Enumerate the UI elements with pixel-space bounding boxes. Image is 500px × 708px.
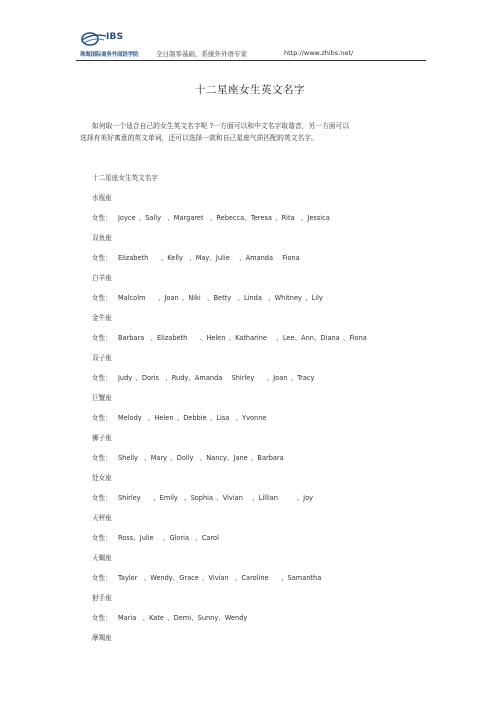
header-url[interactable]: http://www.zhibs.net/ (284, 49, 354, 57)
zodiac-sign-name: 射手座 (92, 594, 112, 602)
school-logo (76, 28, 154, 60)
logo-subtitle: 珠海国际商务外国语学院 (80, 52, 139, 58)
zodiac-female-names: 女性： Maria 、Kate 、Demi、Sunny、Wendy (92, 614, 248, 622)
logo-brand-text: IBS (106, 32, 124, 42)
zodiac-female-names: 女性： Melody 、Helen 、Debbie 、Lisa 、Yvonne (92, 414, 267, 422)
zodiac-sign-name: 摩羯座 (92, 634, 112, 642)
intro-line: 如何取一个适合自己的女生英文名字呢 ?一方面可以和中文名字取谐音，另一方面可以 (92, 122, 350, 130)
zodiac-female-names: 女性： Judy 、Doris 、Rudy、Amanda Shirley 、Joan 、Tracy (92, 374, 315, 382)
zodiac-sign-name: 双鱼座 (92, 234, 112, 242)
intro-line: 选择有美好寓意的英文单词，还可以选择一款和自己星座气质匹配的英文名字。 (80, 134, 318, 142)
zodiac-female-names: 女性： Taylor 、Wendy、Grace 、Vivian 、Caroline 、Samantha (92, 574, 322, 582)
zodiac-female-names: 女性： Barbara 、Elizabeth 、Helen 、Katharine 、Lee、Ann、Diana 、Fiona (92, 334, 367, 342)
list-heading: 十二星座女生英文名字 (92, 174, 158, 182)
zodiac-female-names: 女性： Shirley 、Emily 、Sophia 、Vivian 、Lillian 、Joy (92, 494, 314, 502)
zodiac-female-names: 女性： Shelly 、Mary 、Dolly 、Nancy、Jane 、Barbara (92, 454, 284, 462)
header-slogan: 全日制零基础，系统外外语专家 (156, 50, 247, 58)
zodiac-sign-name: 水瓶座 (92, 194, 112, 202)
zodiac-female-names: 女性： Malcolm 、Joan 、Niki 、Betty 、Linda 、Whitney 、Lily (92, 294, 323, 302)
zodiac-female-names: 女性： Ross、Julie 、Gloria 、Carol (92, 534, 219, 542)
zodiac-sign-name: 金牛座 (92, 314, 112, 322)
zodiac-sign-name: 天蝎座 (92, 554, 112, 562)
zodiac-sign-name: 巨蟹座 (92, 394, 112, 402)
zodiac-sign-name: 狮子座 (92, 434, 112, 442)
zodiac-sign-name: 白羊座 (92, 274, 112, 282)
zodiac-female-names: 女性： Joyce 、Sally 、Margaret 、Rebecca、Teresa 、Rita 、Jessica (92, 214, 330, 222)
zodiac-female-names: 女性： Elizabeth 、Kelly 、May、Julie 、Amanda Fiona (92, 254, 300, 262)
intro-paragraph (80, 120, 422, 144)
zodiac-sign-name: 处女座 (92, 474, 112, 482)
page-header (76, 28, 426, 62)
document-title: 十二星座女生英文名字 (195, 84, 305, 96)
zodiac-sign-name: 双子座 (92, 354, 112, 362)
header-divider (76, 60, 426, 61)
zodiac-sign-name: 天秤座 (92, 514, 112, 522)
logo-swoosh-icon (80, 31, 108, 47)
